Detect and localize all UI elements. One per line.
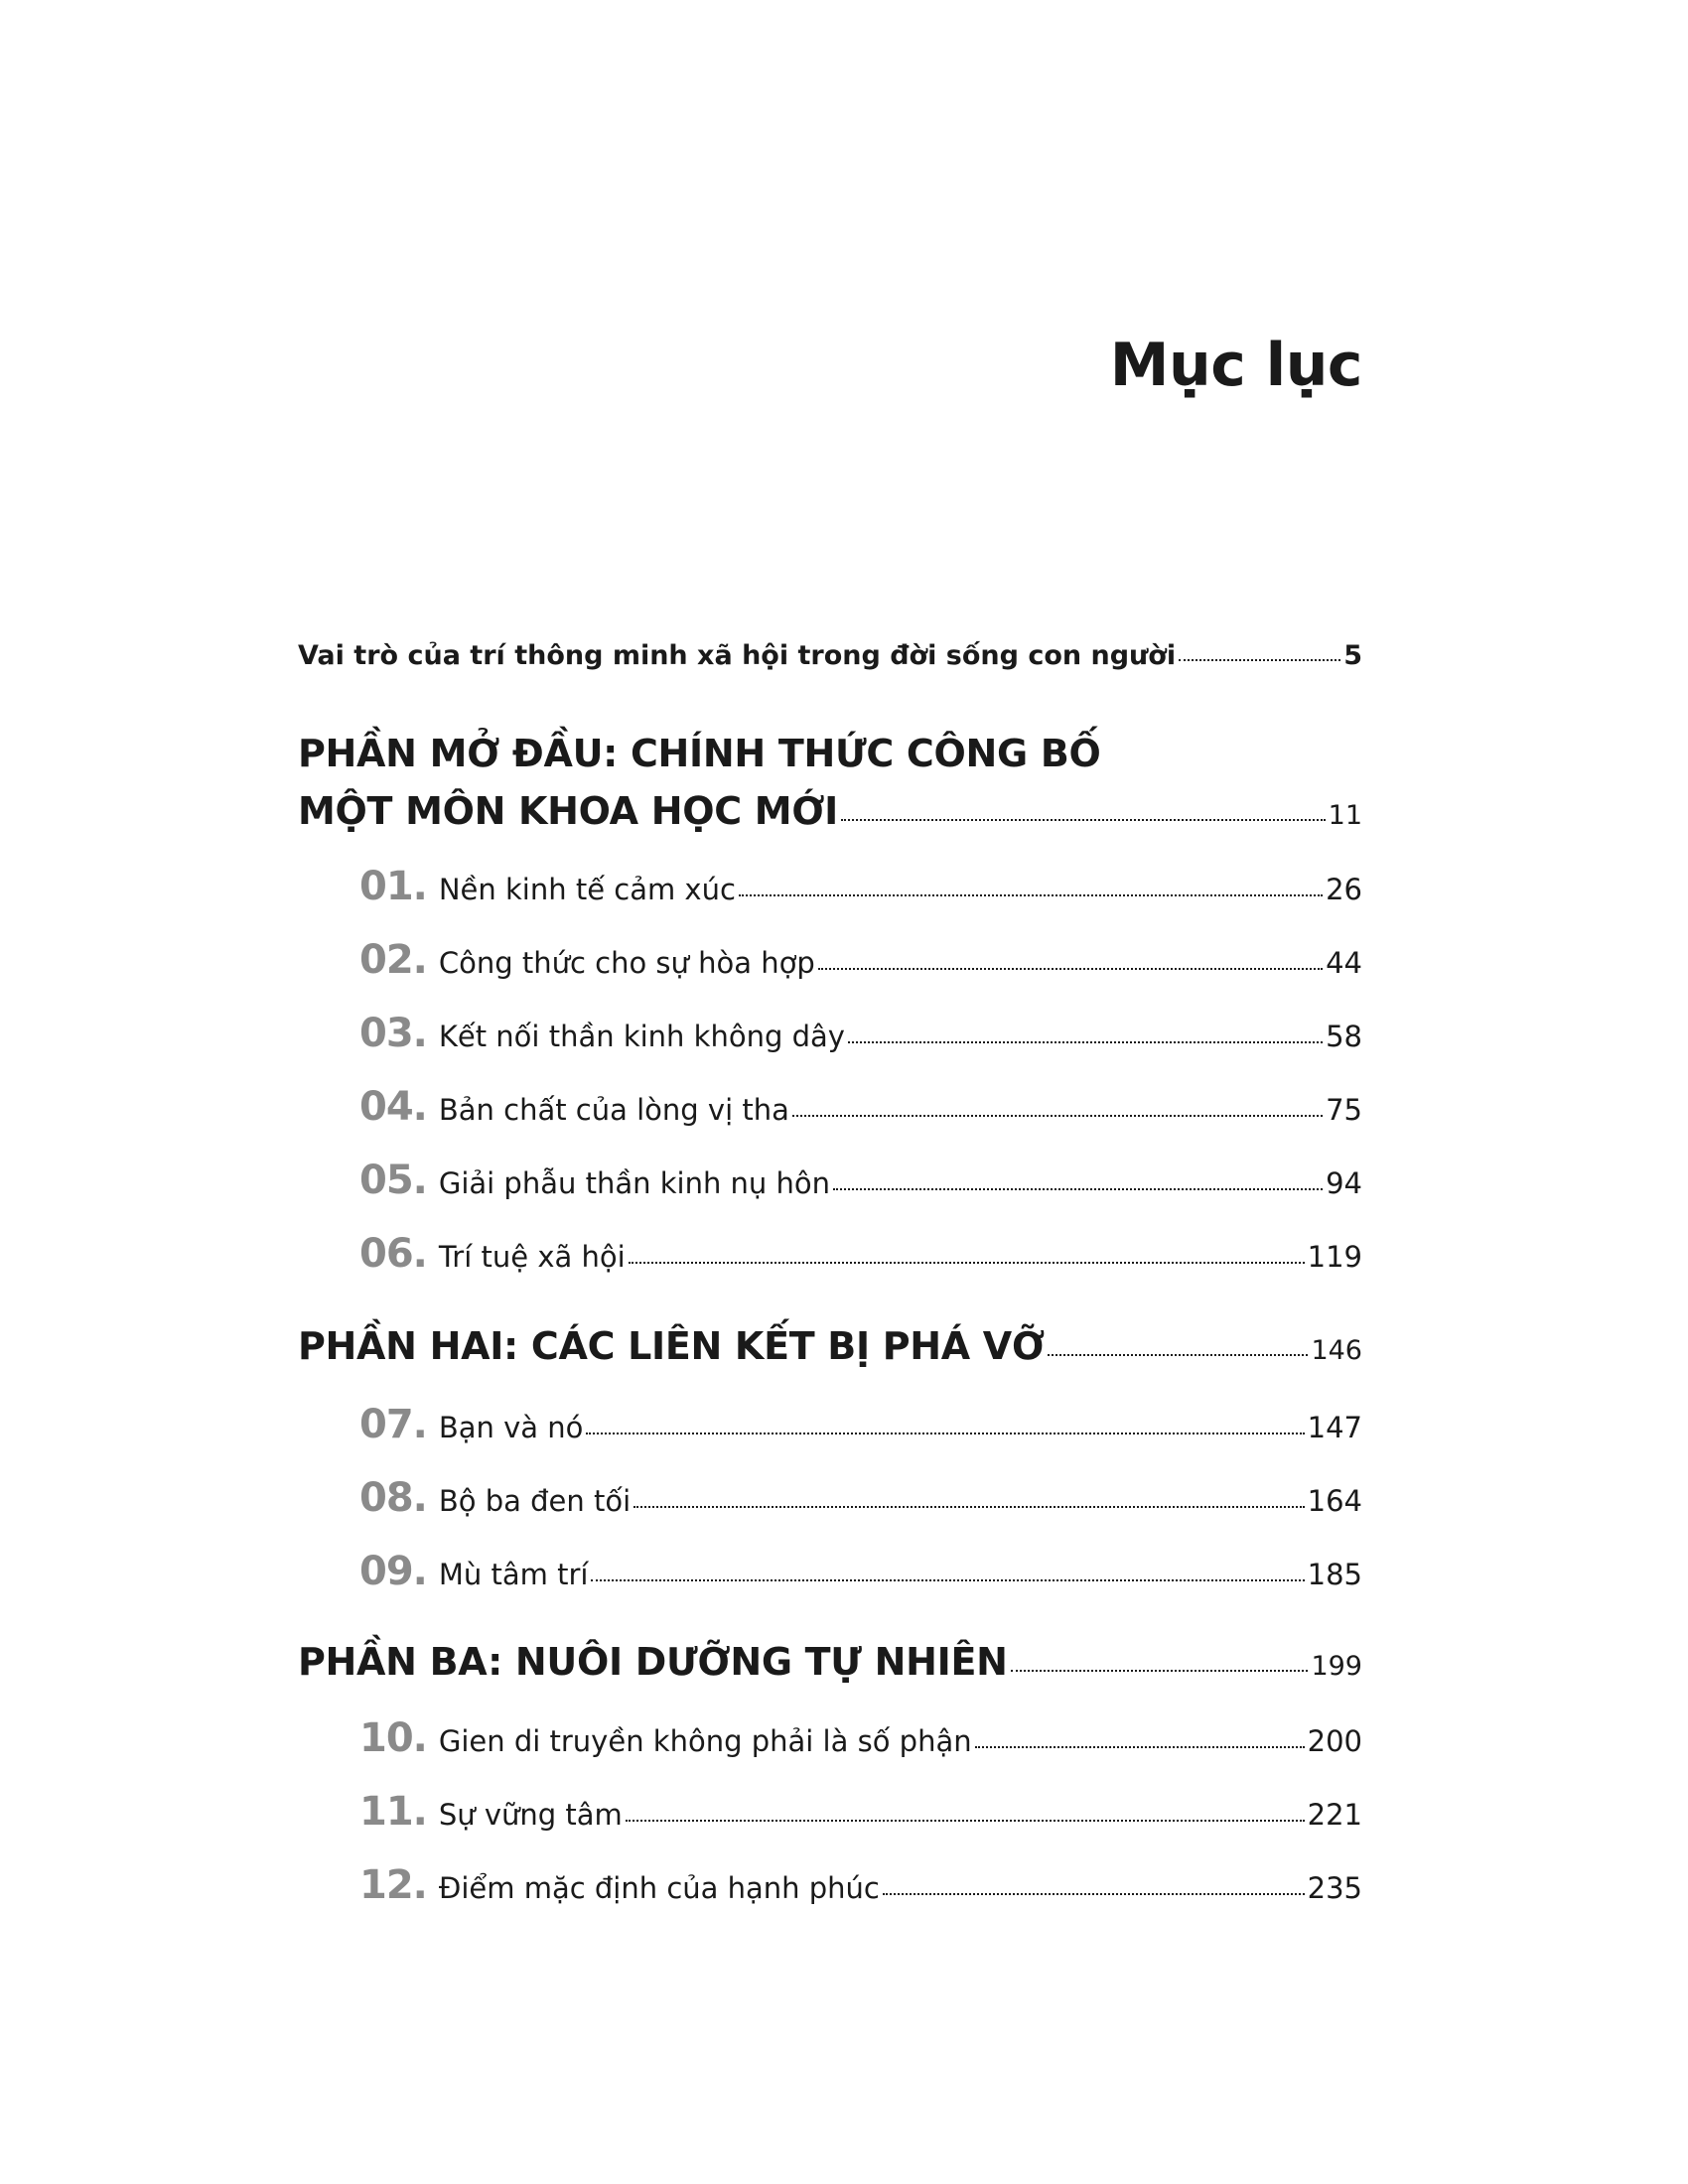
chapter-page: 26 (1326, 873, 1362, 906)
chapter-number: 11. (359, 1789, 427, 1835)
toc-chapter-entry[interactable] (359, 1158, 1362, 1203)
chapter-page: 58 (1326, 1020, 1362, 1053)
toc-chapter-entry[interactable] (359, 1011, 1362, 1056)
dot-leader (626, 1820, 1305, 1822)
dot-leader (591, 1579, 1304, 1581)
chapter-page: 200 (1307, 1724, 1362, 1758)
chapter-title: Bạn và nó (438, 1411, 584, 1444)
chapter-number: 05. (359, 1158, 427, 1203)
chapter-page: 94 (1326, 1166, 1362, 1200)
toc-chapter-entry[interactable] (359, 1402, 1362, 1447)
chapter-page: 164 (1307, 1484, 1362, 1518)
toc-part-1-entry[interactable] (298, 789, 1362, 833)
chapter-number: 06. (359, 1231, 427, 1277)
toc-intro-title: Vai trò của trí thông minh xã hội trong đời sống con người (298, 640, 1177, 671)
dot-leader (586, 1433, 1304, 1434)
toc-chapter-entry[interactable] (359, 1789, 1362, 1835)
toc-chapter-entry[interactable] (359, 1715, 1362, 1761)
chapter-number: 10. (359, 1715, 427, 1761)
part-3-title: PHẦN BA: NUÔI DƯỠNG TỰ NHIÊN (298, 1640, 1008, 1684)
chapter-number: 03. (359, 1011, 427, 1056)
chapter-number: 04. (359, 1084, 427, 1130)
chapter-title: Giải phẫu thần kinh nụ hôn (438, 1166, 831, 1200)
toc-part-2-entry[interactable] (298, 1324, 1362, 1368)
dot-leader (818, 968, 1323, 970)
toc-chapter-entry[interactable] (359, 864, 1362, 909)
toc-part-3-entry[interactable] (298, 1640, 1362, 1684)
chapter-title: Bộ ba đen tối (438, 1484, 632, 1518)
chapter-page: 221 (1307, 1798, 1362, 1832)
toc-chapter-entry[interactable] (359, 1475, 1362, 1521)
chapter-title: Điểm mặc định của hạnh phúc (438, 1871, 880, 1905)
chapter-number: 08. (359, 1475, 427, 1521)
toc-intro-entry[interactable] (298, 640, 1362, 671)
dot-leader (739, 894, 1323, 896)
toc-chapter-entry[interactable] (359, 1231, 1362, 1277)
chapter-title: Kết nối thần kinh không dây (438, 1020, 845, 1053)
toc-intro-page: 5 (1343, 640, 1362, 671)
page-title: Mục lục (1109, 331, 1362, 400)
dot-leader (1011, 1670, 1309, 1672)
chapter-title: Công thức cho sự hòa hợp (438, 946, 815, 980)
part-3-page: 199 (1311, 1651, 1362, 1682)
dot-leader (848, 1041, 1323, 1043)
part-1-title-line1: PHẦN MỞ ĐẦU: CHÍNH THỨC CÔNG BỐ (298, 732, 1101, 775)
chapter-page: 75 (1326, 1093, 1362, 1127)
chapter-number: 02. (359, 937, 427, 983)
dot-leader (629, 1262, 1305, 1264)
toc-chapter-entry[interactable] (359, 937, 1362, 983)
dot-leader (833, 1188, 1323, 1190)
chapter-page: 44 (1326, 946, 1362, 980)
part-1-page: 11 (1328, 800, 1362, 831)
toc-chapter-entry[interactable] (359, 1084, 1362, 1130)
chapter-title: Trí tuệ xã hội (438, 1240, 626, 1274)
dot-leader (1179, 659, 1340, 661)
dot-leader (975, 1746, 1305, 1748)
dot-leader (633, 1506, 1305, 1508)
chapter-title: Nền kinh tế cảm xúc (438, 873, 736, 906)
part-1-title-line2: MỘT MÔN KHOA HỌC MỚI (298, 789, 838, 833)
chapter-title: Bản chất của lòng vị tha (438, 1093, 789, 1127)
chapter-number: 12. (359, 1862, 427, 1908)
dot-leader (883, 1893, 1305, 1895)
chapter-page: 185 (1307, 1558, 1362, 1591)
dot-leader (792, 1115, 1323, 1117)
chapter-number: 09. (359, 1549, 427, 1594)
chapter-number: 07. (359, 1402, 427, 1447)
chapter-title: Sự vững tâm (438, 1798, 623, 1832)
part-2-page: 146 (1311, 1335, 1362, 1366)
part-2-title: PHẦN HAI: CÁC LIÊN KẾT BỊ PHÁ VỠ (298, 1324, 1045, 1368)
chapter-number: 01. (359, 864, 427, 909)
chapter-page: 235 (1307, 1871, 1362, 1905)
toc-chapter-entry[interactable] (359, 1549, 1362, 1594)
chapter-page: 147 (1307, 1411, 1362, 1444)
dot-leader (1048, 1354, 1309, 1356)
toc-chapter-entry[interactable] (359, 1862, 1362, 1908)
chapter-title: Mù tâm trí (438, 1558, 589, 1591)
chapter-page: 119 (1307, 1240, 1362, 1274)
chapter-title: Gien di truyền không phải là số phận (438, 1724, 972, 1758)
dot-leader (841, 819, 1326, 821)
